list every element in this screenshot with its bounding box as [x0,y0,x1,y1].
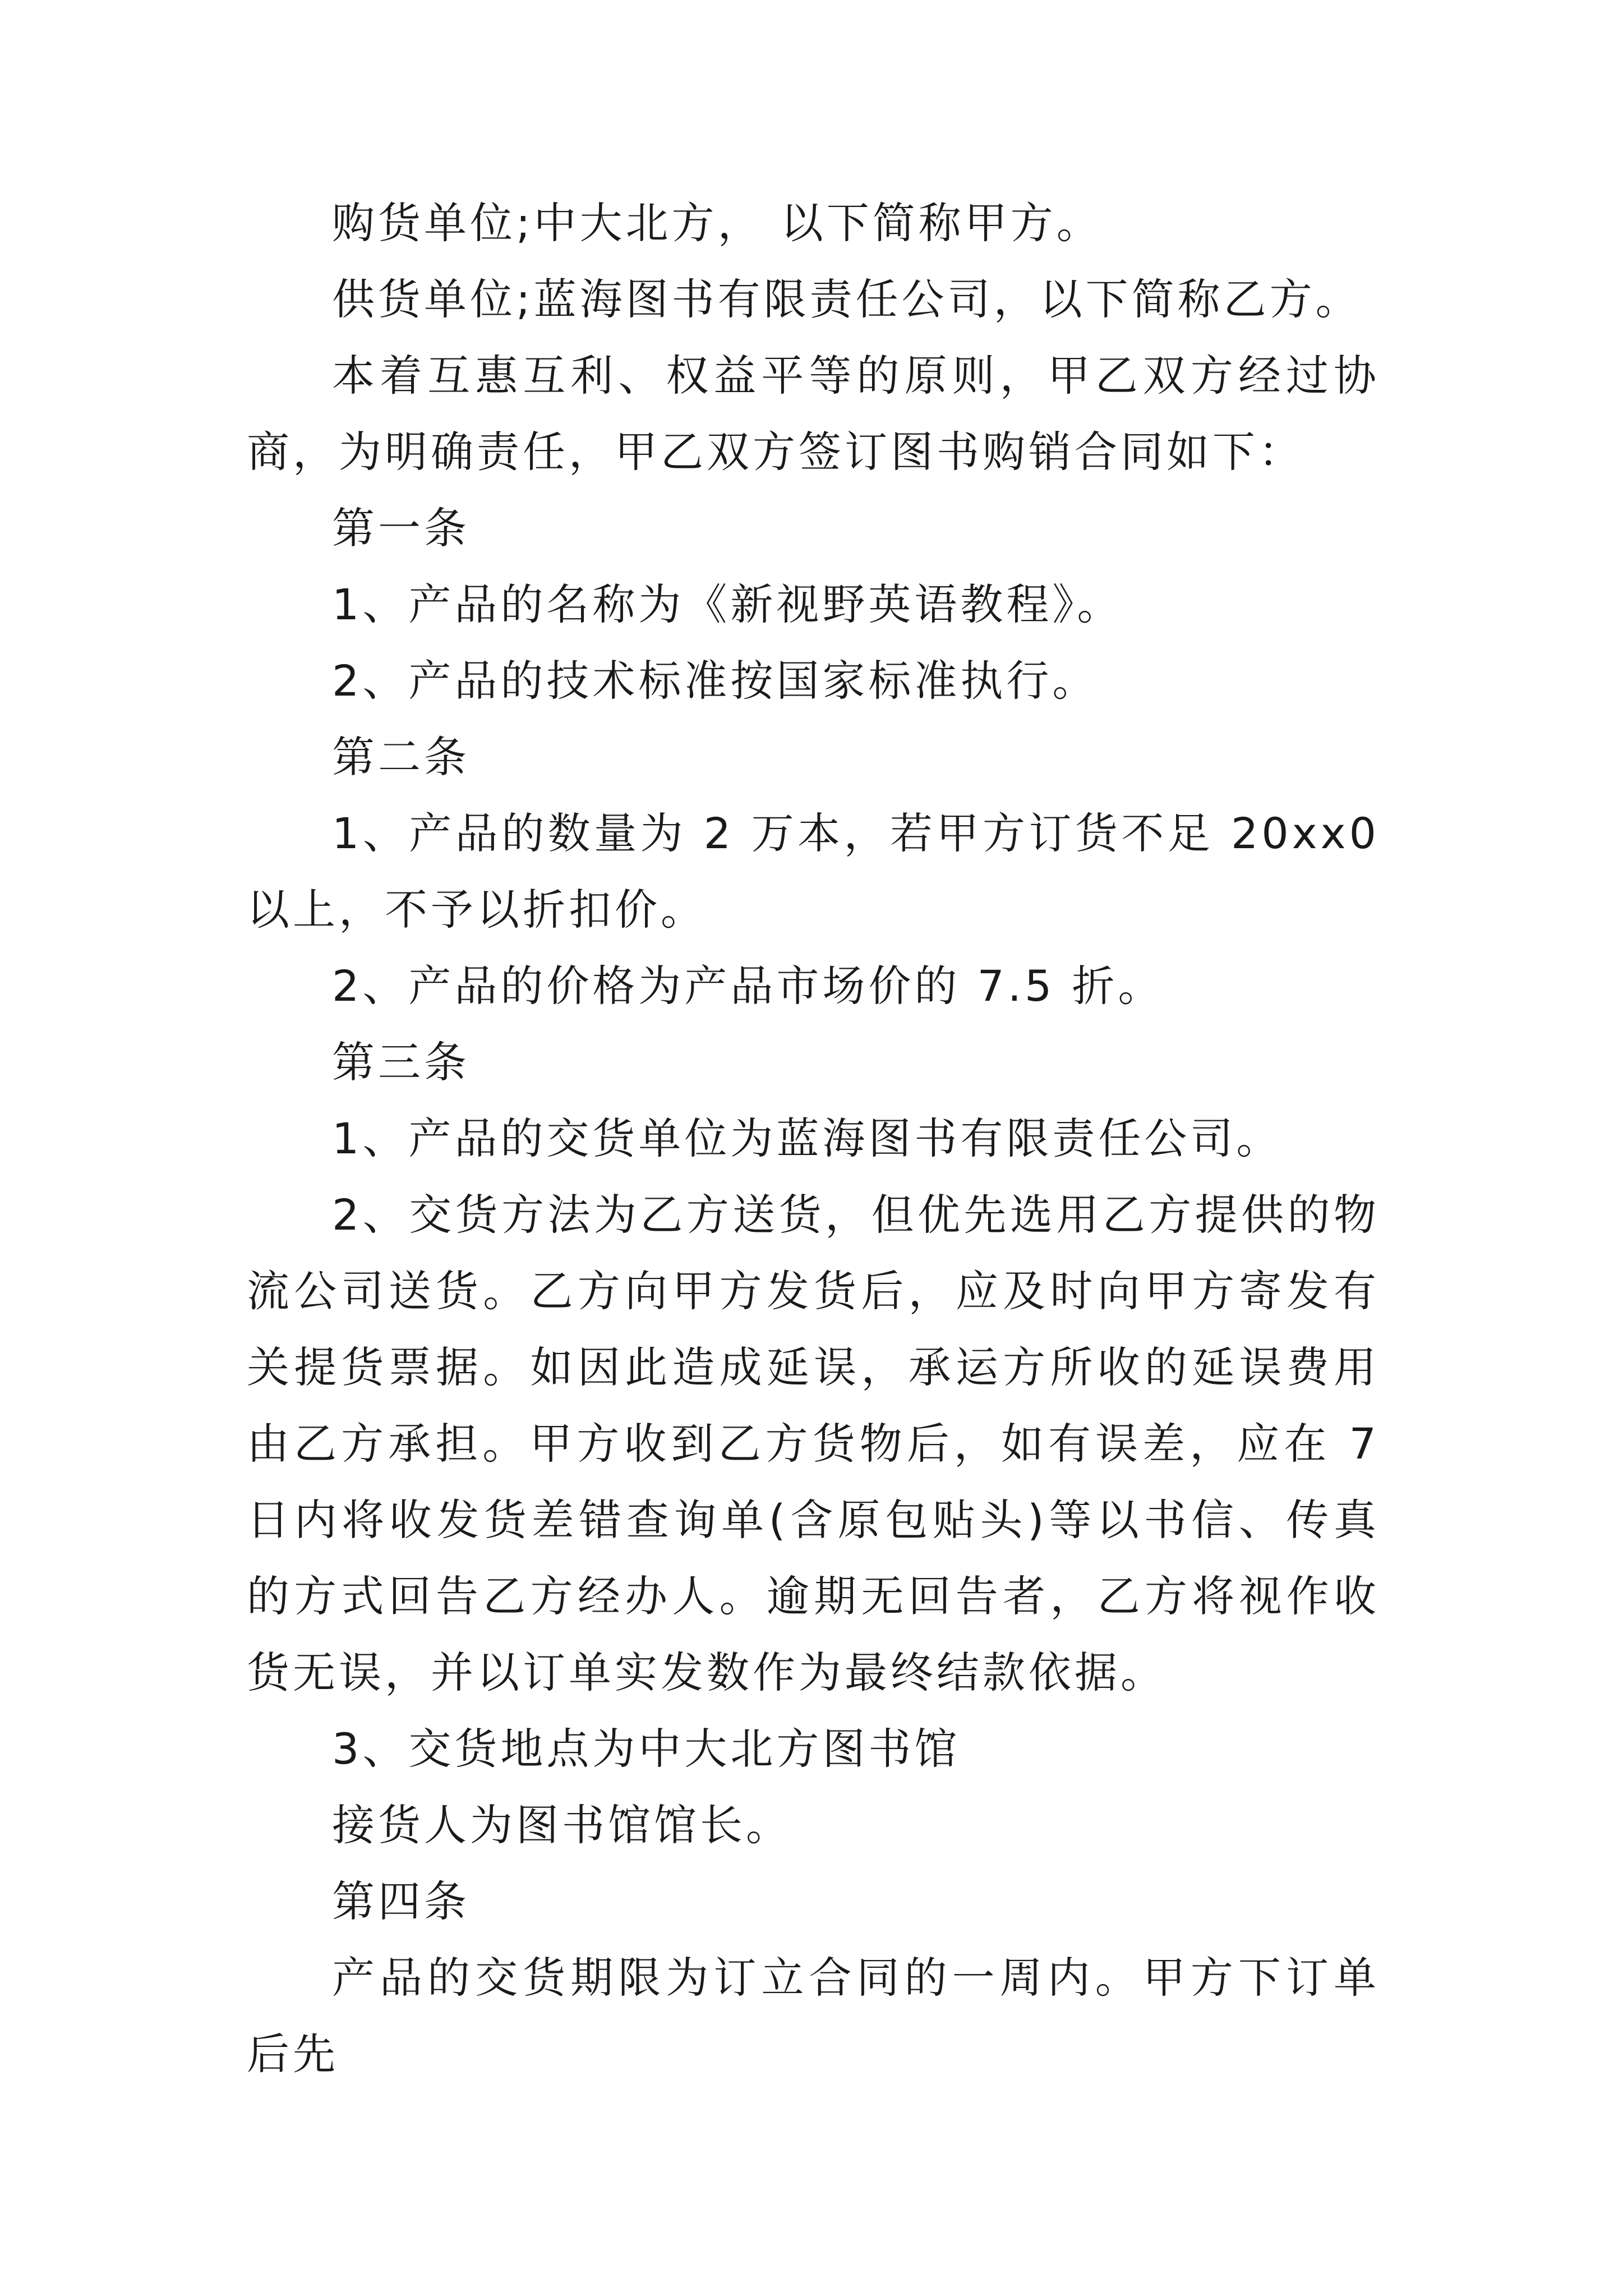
article-3-heading: 第三条 [332,1037,470,1087]
article-1-heading: 第一条 [332,503,470,553]
article-2-clause-2: 2、产品的价格为产品市场价的 7.5 折。 [332,961,1164,1011]
article-3-clause-2: 2、交货方法为乙方送货，但优先选用乙方提供的物流公司送货。乙方向甲方发货后，应及时向甲方寄发有关提货票据。如因此造成延误，承运方所收的延误费用由乙方承担。甲方收到乙方货物后，如有误差，应在 7 日内将收发货差错查询单(含原包贴头)等以书信、传真的方式回告乙方经办人。逾期无回告者，乙方将视作收货无误，并以订单实发数作为最终结款依据。 [247,1190,1380,1697]
article-2-heading: 第二条 [332,732,470,782]
document-body [247,185,1380,2092]
article-4-text: 产品的交货期限为订立合同的一周内。甲方下订单后先 [247,1953,1380,2079]
article-4-heading: 第四条 [332,1876,470,1926]
paragraph-preamble: 本着互惠互利、权益平等的原则，甲乙双方经过协商，为明确责任，甲乙双方签订图书购销合同如下： [247,351,1380,477]
article-1-clause-1: 1、产品的名称为《新视野英语教程》。 [332,579,1123,629]
article-3-clause-1: 1、产品的交货单位为蓝海图书有限责任公司。 [332,1114,1283,1163]
article-3-clause-3: 3、交货地点为中大北方图书馆 [332,1724,961,1774]
paragraph-buyer: 购货单位;中大北方， 以下简称甲方。 [332,198,1103,248]
paragraph-supplier: 供货单位;蓝海图书有限责任公司，以下简称乙方。 [332,274,1362,324]
article-3-receiver: 接货人为图书馆馆长。 [332,1800,792,1850]
article-2-clause-1: 1、产品的数量为 2 万本，若甲方订货不足 20xx0 以上，不予以折扣价。 [247,808,1380,935]
article-1-clause-2: 2、产品的技术标准按国家标准执行。 [332,656,1099,706]
